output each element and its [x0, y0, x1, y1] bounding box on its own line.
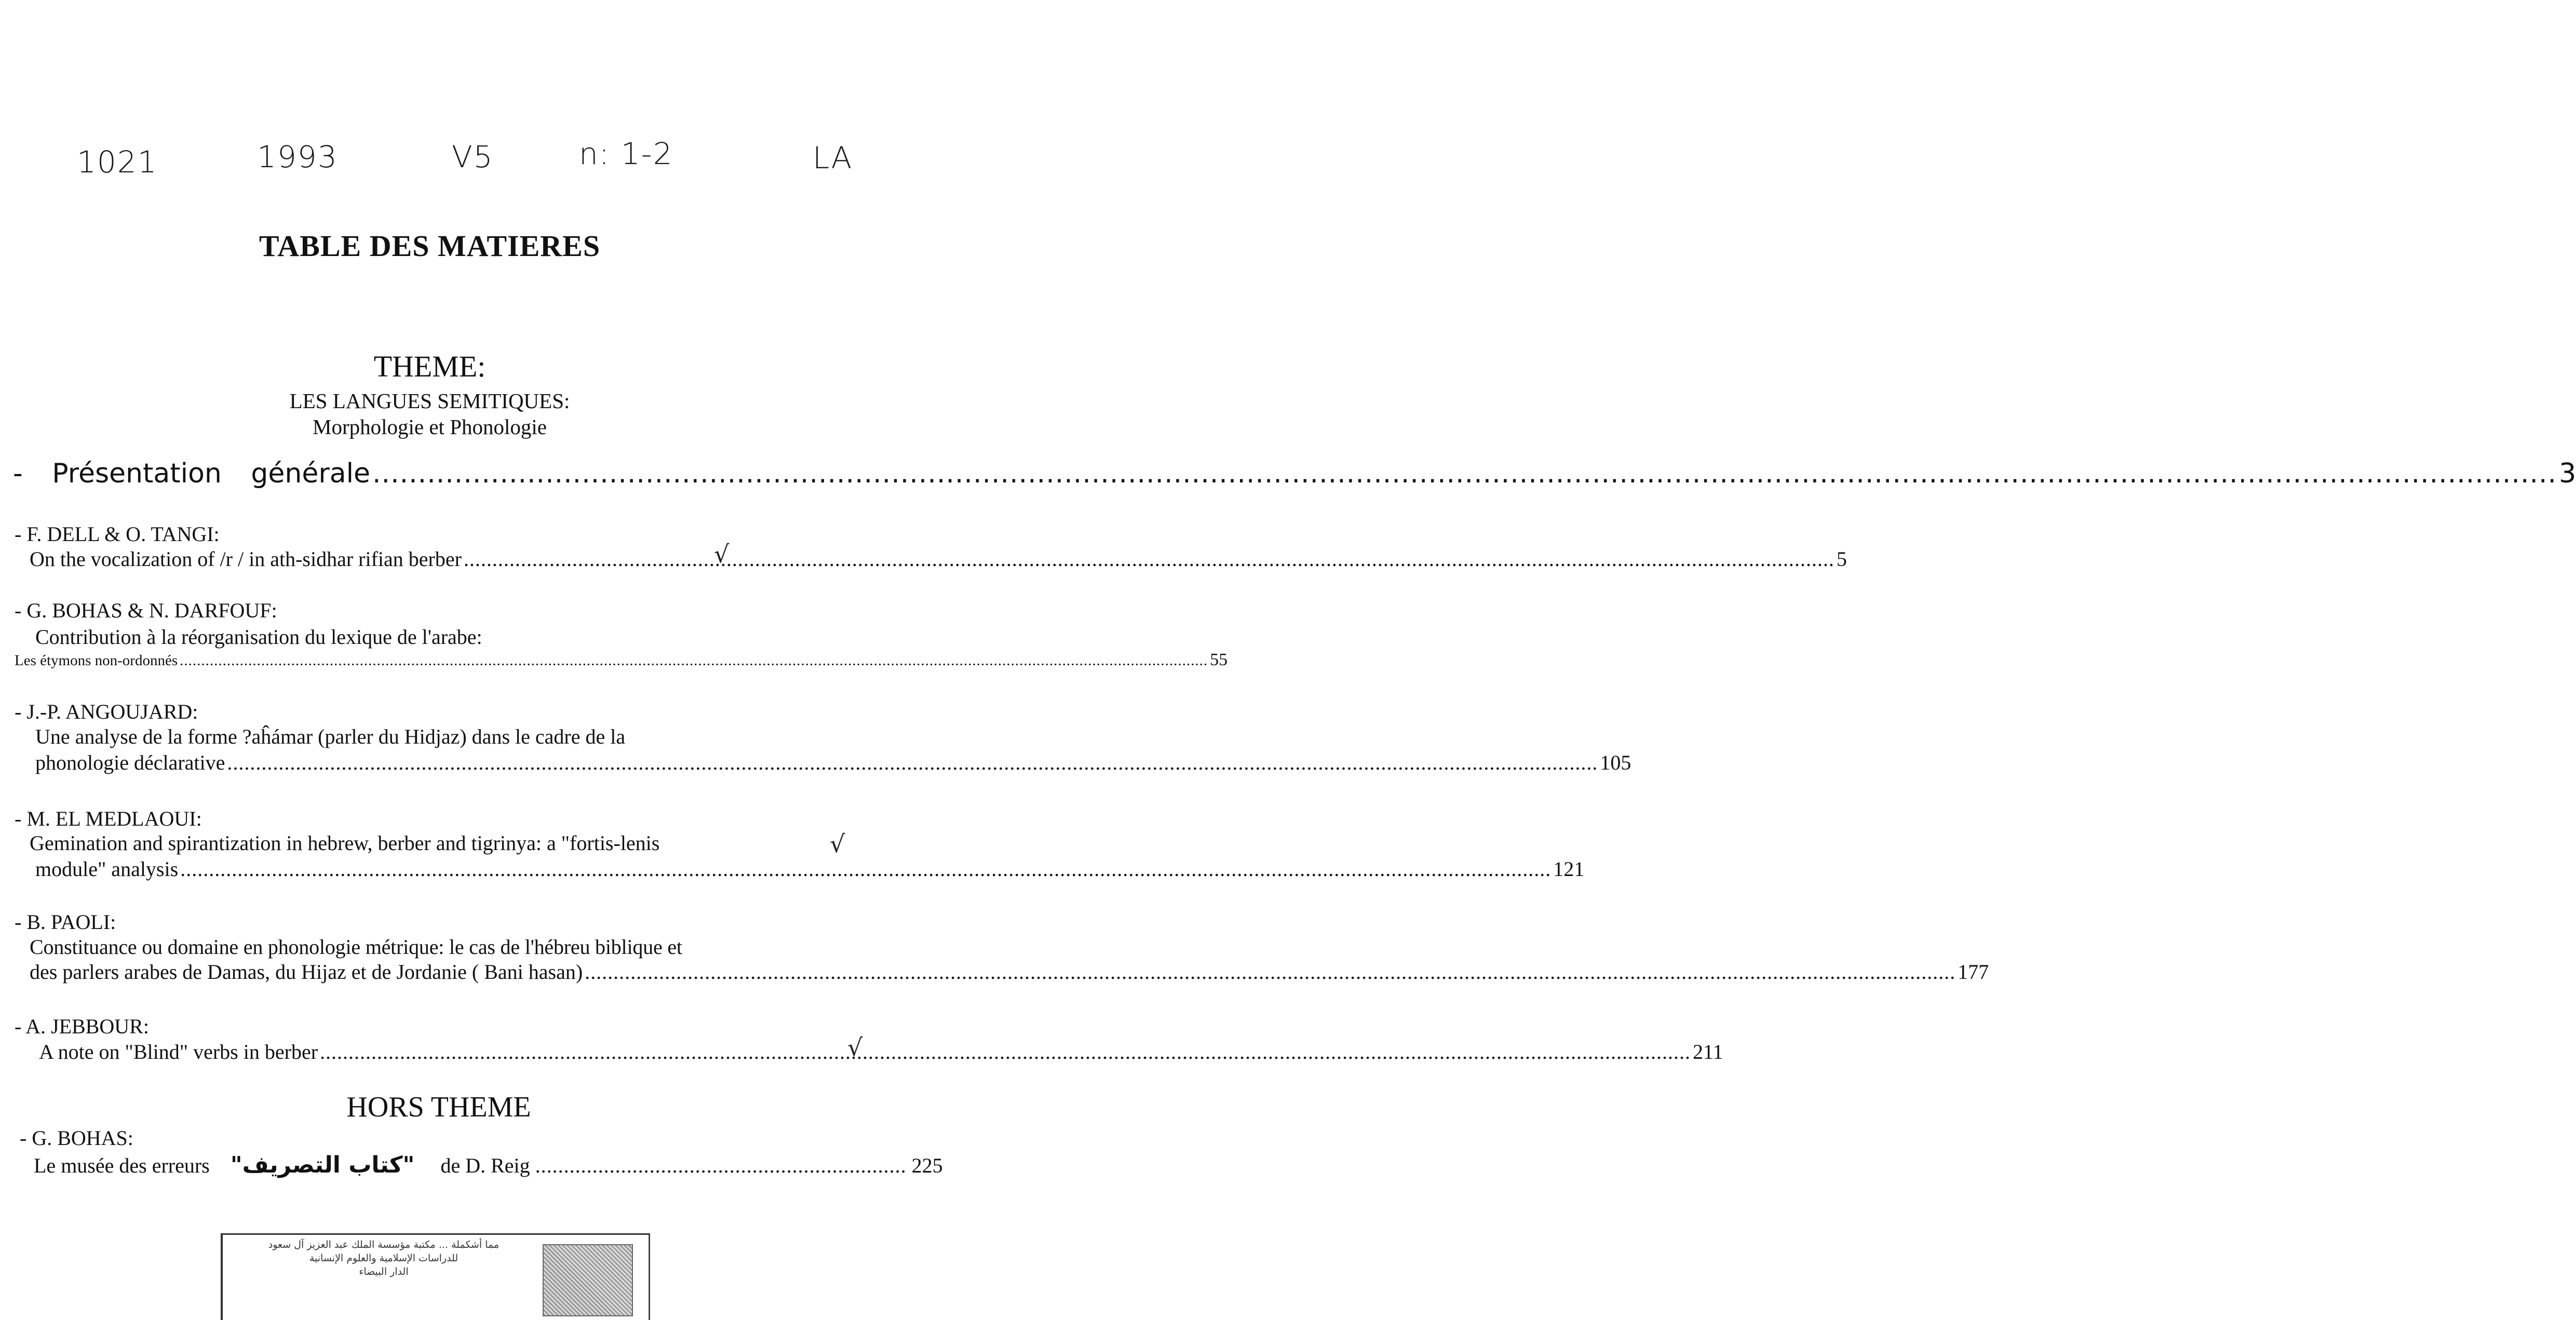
hors-theme-heading: HORS THEME	[346, 1091, 531, 1123]
stamp-text	[233, 1238, 534, 1278]
entry-page: 121	[1553, 857, 1585, 881]
entry-page: 55	[1210, 650, 1228, 669]
toc-entry	[35, 750, 1631, 775]
entry-title-line: Une analyse de la forme ?aĥámar (parler du Hidjaz) dans le cadre de la	[35, 725, 626, 748]
theme-subtitle: LES LANGUES SEMITIQUES:	[289, 389, 570, 413]
entry-author: - G. BOHAS & N. DARFOUF:	[15, 599, 277, 622]
entry-author: - M. EL MEDLAOUI:	[15, 807, 202, 830]
toc-entry	[39, 1040, 1723, 1064]
entry-title-line: Contribution à la réorganisation du lexique de l'arabe:	[35, 625, 482, 649]
toc-entry	[15, 650, 1228, 670]
entry-title: On the vocalization of /r / in ath-sidhar rifian berber	[30, 547, 462, 571]
toc-entry-presentation	[13, 458, 2576, 489]
entry-title: Le musée des erreurs	[34, 1154, 210, 1177]
entry-title-line: Gemination and spirantization in hebrew, berber and tigrinya: a "fortis-lenis	[30, 831, 660, 855]
entry-page: 177	[1958, 960, 1989, 984]
arabic-title: "كتاب التصريف"	[230, 1152, 415, 1178]
handwritten-initials: LA	[813, 140, 853, 176]
handwritten-issue: n: 1-2	[579, 136, 673, 171]
entry-page: 211	[1693, 1040, 1723, 1063]
theme-subtitle-2: Morphologie et Phonologie	[313, 415, 547, 439]
dot-leader	[585, 960, 1955, 984]
entry-page: 105	[1600, 751, 1631, 774]
toc-entry	[30, 960, 1989, 984]
dot-leader	[320, 1040, 1691, 1064]
handwritten-volume: V5	[452, 139, 494, 174]
entry-title: Les étymons non-ordonnés	[15, 652, 178, 669]
stamp-emblem	[543, 1244, 633, 1316]
dot-leader: .................................................................	[535, 1154, 907, 1177]
entry-author: - J.-P. ANGOUJARD:	[15, 700, 198, 723]
entry-page: 5	[1836, 547, 1847, 571]
handwritten-code: 1021	[77, 144, 158, 180]
check-mark-icon: √	[714, 540, 730, 568]
dot-leader	[464, 547, 1835, 571]
entry-page: 3	[2559, 458, 2576, 489]
stamp-line: مما أشكملة ... مكتبة مؤسسة الملك عبد العزيز آل سعود	[268, 1239, 500, 1250]
entry-author: - G. BOHAS:	[20, 1126, 133, 1150]
dot-leader	[227, 750, 1598, 775]
entry-title-suffix: de D. Reig	[440, 1154, 530, 1177]
toc-entry	[35, 857, 1585, 881]
entry-title-line: Constituance ou domaine en phonologie métrique: le cas de l'hébreu biblique et	[30, 935, 682, 959]
dot-leader	[180, 652, 1208, 669]
entry-author: - A. JEBBOUR:	[15, 1015, 149, 1038]
entry-title: A note on "Blind" verbs in berber	[39, 1040, 318, 1063]
entry-author: - F. DELL & O. TANGI:	[15, 522, 220, 546]
library-stamp	[221, 1233, 650, 1320]
dot-leader	[180, 857, 1551, 881]
entry-title: module" analysis	[35, 857, 179, 881]
hors-theme-entry	[34, 1152, 943, 1178]
entry-page: 225	[911, 1154, 943, 1177]
page-title: TABLE DES MATIERES	[259, 229, 601, 263]
toc-entry	[30, 547, 1847, 571]
dot-leader	[372, 458, 2557, 489]
check-mark-icon: √	[847, 1033, 863, 1061]
entry-title: des parlers arabes de Damas, du Hijaz et de Jordanie ( Bani hasan)	[30, 960, 583, 984]
entry-title: phonologie déclarative	[35, 751, 225, 774]
theme-heading: THEME:	[373, 349, 486, 383]
check-mark-icon: √	[830, 830, 845, 858]
stamp-line: للدراسات الإسلامية والعلوم الإنسانية	[309, 1252, 458, 1264]
handwritten-year: 1993	[257, 139, 338, 174]
stamp-line: الدار البيضاء	[359, 1266, 409, 1277]
entry-author: - B. PAOLI:	[15, 910, 116, 934]
entry-title: - Présentation générale	[13, 458, 371, 489]
